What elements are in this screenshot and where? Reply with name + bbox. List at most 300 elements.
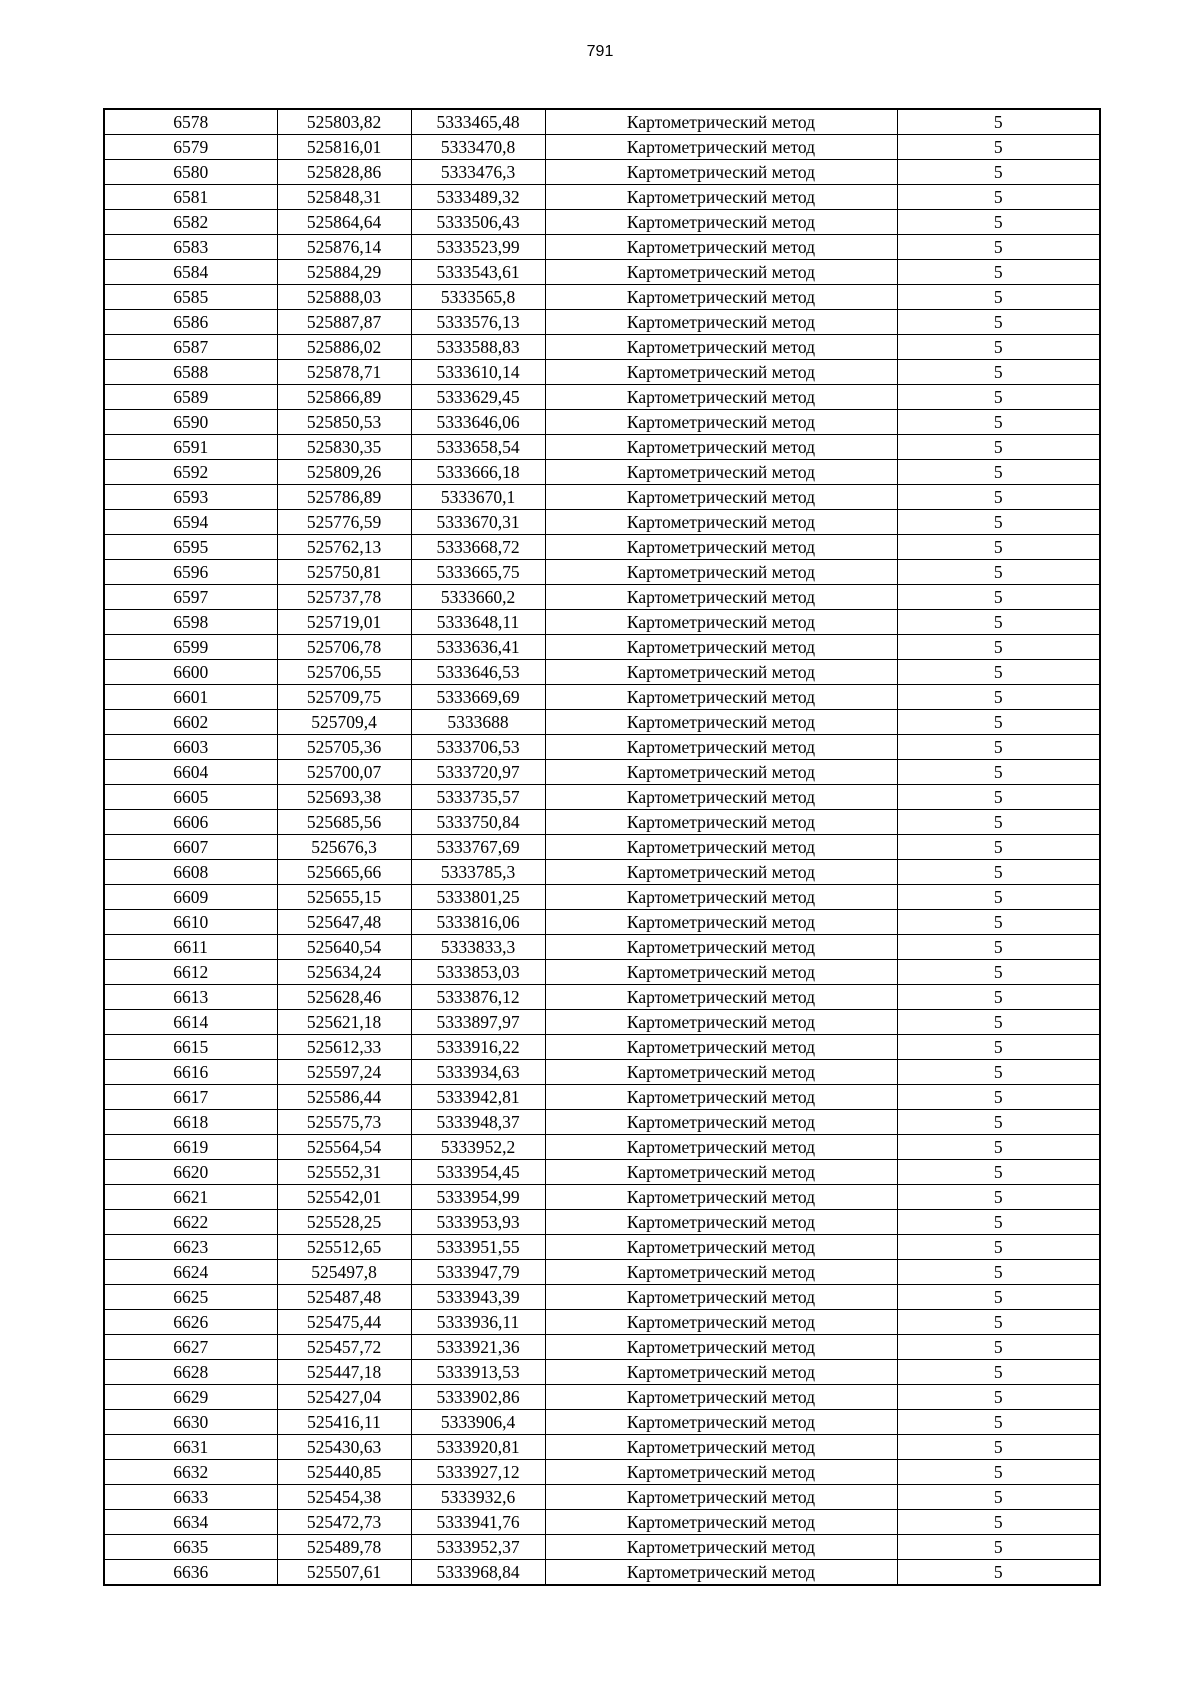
y-coordinate-cell: 5333916,22	[411, 1035, 545, 1060]
accuracy-cell: 5	[897, 510, 1100, 535]
x-coordinate-cell: 525887,87	[277, 310, 411, 335]
accuracy-cell: 5	[897, 560, 1100, 585]
x-coordinate-cell: 525706,78	[277, 635, 411, 660]
point-number-cell: 6599	[104, 635, 277, 660]
method-cell: Картометрический метод	[545, 760, 897, 785]
accuracy-cell: 5	[897, 1310, 1100, 1335]
method-cell: Картометрический метод	[545, 1410, 897, 1435]
x-coordinate-cell: 525803,82	[277, 109, 411, 135]
x-coordinate-cell: 525564,54	[277, 1135, 411, 1160]
accuracy-cell: 5	[897, 135, 1100, 160]
point-number-cell: 6582	[104, 210, 277, 235]
table-row	[104, 1385, 1100, 1410]
table-row	[104, 360, 1100, 385]
y-coordinate-cell: 5333952,2	[411, 1135, 545, 1160]
point-number-cell: 6606	[104, 810, 277, 835]
point-number-cell: 6624	[104, 1260, 277, 1285]
point-number-cell: 6615	[104, 1035, 277, 1060]
table-row	[104, 960, 1100, 985]
x-coordinate-cell: 525709,4	[277, 710, 411, 735]
method-cell: Картометрический метод	[545, 1035, 897, 1060]
y-coordinate-cell: 5333953,93	[411, 1210, 545, 1235]
method-cell: Картометрический метод	[545, 835, 897, 860]
table-row	[104, 109, 1100, 135]
point-number-cell: 6594	[104, 510, 277, 535]
accuracy-cell: 5	[897, 685, 1100, 710]
method-cell: Картометрический метод	[545, 885, 897, 910]
accuracy-cell: 5	[897, 1510, 1100, 1535]
method-cell: Картометрический метод	[545, 1460, 897, 1485]
x-coordinate-cell: 525507,61	[277, 1560, 411, 1586]
table-row	[104, 1185, 1100, 1210]
y-coordinate-cell: 5333688	[411, 710, 545, 735]
method-cell: Картометрический метод	[545, 135, 897, 160]
point-number-cell: 6588	[104, 360, 277, 385]
table-row	[104, 460, 1100, 485]
accuracy-cell: 5	[897, 1010, 1100, 1035]
accuracy-cell: 5	[897, 610, 1100, 635]
y-coordinate-cell: 5333735,57	[411, 785, 545, 810]
x-coordinate-cell: 525737,78	[277, 585, 411, 610]
x-coordinate-cell: 525693,38	[277, 785, 411, 810]
accuracy-cell: 5	[897, 335, 1100, 360]
table-row	[104, 760, 1100, 785]
x-coordinate-cell: 525475,44	[277, 1310, 411, 1335]
method-cell: Картометрический метод	[545, 210, 897, 235]
method-cell: Картометрический метод	[545, 235, 897, 260]
accuracy-cell: 5	[897, 935, 1100, 960]
accuracy-cell: 5	[897, 1185, 1100, 1210]
point-number-cell: 6585	[104, 285, 277, 310]
x-coordinate-cell: 525612,33	[277, 1035, 411, 1060]
table-row	[104, 235, 1100, 260]
accuracy-cell: 5	[897, 1535, 1100, 1560]
table-row	[104, 1210, 1100, 1235]
x-coordinate-cell: 525454,38	[277, 1485, 411, 1510]
method-cell: Картометрический метод	[545, 785, 897, 810]
table-row	[104, 1235, 1100, 1260]
method-cell: Картометрический метод	[545, 1360, 897, 1385]
accuracy-cell: 5	[897, 460, 1100, 485]
y-coordinate-cell: 5333897,97	[411, 1010, 545, 1035]
y-coordinate-cell: 5333665,75	[411, 560, 545, 585]
method-cell: Картометрический метод	[545, 1010, 897, 1035]
x-coordinate-cell: 525809,26	[277, 460, 411, 485]
table-row	[104, 1260, 1100, 1285]
method-cell: Картометрический метод	[545, 1435, 897, 1460]
point-number-cell: 6634	[104, 1510, 277, 1535]
x-coordinate-cell: 525586,44	[277, 1085, 411, 1110]
method-cell: Картометрический метод	[545, 910, 897, 935]
point-number-cell: 6592	[104, 460, 277, 485]
x-coordinate-cell: 525430,63	[277, 1435, 411, 1460]
table-row	[104, 1335, 1100, 1360]
method-cell: Картометрический метод	[545, 710, 897, 735]
y-coordinate-cell: 5333646,53	[411, 660, 545, 685]
y-coordinate-cell: 5333669,69	[411, 685, 545, 710]
point-number-cell: 6625	[104, 1285, 277, 1310]
accuracy-cell: 5	[897, 910, 1100, 935]
x-coordinate-cell: 525719,01	[277, 610, 411, 635]
accuracy-cell: 5	[897, 185, 1100, 210]
y-coordinate-cell: 5333952,37	[411, 1535, 545, 1560]
x-coordinate-cell: 525640,54	[277, 935, 411, 960]
point-number-cell: 6595	[104, 535, 277, 560]
table-row	[104, 185, 1100, 210]
table-row	[104, 285, 1100, 310]
point-number-cell: 6622	[104, 1210, 277, 1235]
point-number-cell: 6586	[104, 310, 277, 335]
method-cell: Картометрический метод	[545, 1135, 897, 1160]
table-row	[104, 310, 1100, 335]
y-coordinate-cell: 5333941,76	[411, 1510, 545, 1535]
table-row	[104, 560, 1100, 585]
method-cell: Картометрический метод	[545, 535, 897, 560]
page-number: 791	[586, 43, 614, 60]
accuracy-cell: 5	[897, 360, 1100, 385]
method-cell: Картометрический метод	[545, 960, 897, 985]
accuracy-cell: 5	[897, 785, 1100, 810]
point-number-cell: 6587	[104, 335, 277, 360]
accuracy-cell: 5	[897, 210, 1100, 235]
table-row	[104, 1035, 1100, 1060]
y-coordinate-cell: 5333720,97	[411, 760, 545, 785]
method-cell: Картометрический метод	[545, 1510, 897, 1535]
table-row	[104, 710, 1100, 735]
table-row	[104, 1160, 1100, 1185]
x-coordinate-cell: 525472,73	[277, 1510, 411, 1535]
point-number-cell: 6600	[104, 660, 277, 685]
x-coordinate-cell: 525440,85	[277, 1460, 411, 1485]
point-number-cell: 6609	[104, 885, 277, 910]
method-cell: Картометрический метод	[545, 1160, 897, 1185]
table-row	[104, 1310, 1100, 1335]
method-cell: Картометрический метод	[545, 985, 897, 1010]
point-number-cell: 6610	[104, 910, 277, 935]
table-row	[104, 885, 1100, 910]
method-cell: Картометрический метод	[545, 460, 897, 485]
point-number-cell: 6614	[104, 1010, 277, 1035]
table-row	[104, 260, 1100, 285]
accuracy-cell: 5	[897, 109, 1100, 135]
accuracy-cell: 5	[897, 1560, 1100, 1586]
y-coordinate-cell: 5333706,53	[411, 735, 545, 760]
accuracy-cell: 5	[897, 710, 1100, 735]
table-row	[104, 910, 1100, 935]
point-number-cell: 6579	[104, 135, 277, 160]
y-coordinate-cell: 5333629,45	[411, 385, 545, 410]
table-row	[104, 410, 1100, 435]
x-coordinate-cell: 525828,86	[277, 160, 411, 185]
y-coordinate-cell: 5333465,48	[411, 109, 545, 135]
point-number-cell: 6602	[104, 710, 277, 735]
method-cell: Картометрический метод	[545, 1335, 897, 1360]
method-cell: Картометрический метод	[545, 1260, 897, 1285]
y-coordinate-cell: 5333658,54	[411, 435, 545, 460]
method-cell: Картометрический метод	[545, 1235, 897, 1260]
x-coordinate-cell: 525542,01	[277, 1185, 411, 1210]
coordinates-table-body	[104, 109, 1100, 1585]
x-coordinate-cell: 525489,78	[277, 1535, 411, 1560]
method-cell: Картометрический метод	[545, 410, 897, 435]
x-coordinate-cell: 525816,01	[277, 135, 411, 160]
y-coordinate-cell: 5333668,72	[411, 535, 545, 560]
x-coordinate-cell: 525864,64	[277, 210, 411, 235]
y-coordinate-cell: 5333920,81	[411, 1435, 545, 1460]
y-coordinate-cell: 5333954,99	[411, 1185, 545, 1210]
table-row	[104, 1085, 1100, 1110]
x-coordinate-cell: 525709,75	[277, 685, 411, 710]
x-coordinate-cell: 525634,24	[277, 960, 411, 985]
accuracy-cell: 5	[897, 485, 1100, 510]
method-cell: Картометрический метод	[545, 1560, 897, 1586]
x-coordinate-cell: 525528,25	[277, 1210, 411, 1235]
accuracy-cell: 5	[897, 985, 1100, 1010]
point-number-cell: 6593	[104, 485, 277, 510]
table-row	[104, 1285, 1100, 1310]
x-coordinate-cell: 525878,71	[277, 360, 411, 385]
x-coordinate-cell: 525706,55	[277, 660, 411, 685]
table-row	[104, 1360, 1100, 1385]
y-coordinate-cell: 5333934,63	[411, 1060, 545, 1085]
x-coordinate-cell: 525427,04	[277, 1385, 411, 1410]
y-coordinate-cell: 5333876,12	[411, 985, 545, 1010]
x-coordinate-cell: 525786,89	[277, 485, 411, 510]
x-coordinate-cell: 525750,81	[277, 560, 411, 585]
x-coordinate-cell: 525886,02	[277, 335, 411, 360]
y-coordinate-cell: 5333902,86	[411, 1385, 545, 1410]
x-coordinate-cell: 525552,31	[277, 1160, 411, 1185]
x-coordinate-cell: 525705,36	[277, 735, 411, 760]
point-number-cell: 6581	[104, 185, 277, 210]
accuracy-cell: 5	[897, 585, 1100, 610]
accuracy-cell: 5	[897, 235, 1100, 260]
method-cell: Картометрический метод	[545, 1060, 897, 1085]
point-number-cell: 6578	[104, 109, 277, 135]
accuracy-cell: 5	[897, 260, 1100, 285]
table-row	[104, 1535, 1100, 1560]
y-coordinate-cell: 5333636,41	[411, 635, 545, 660]
method-cell: Картометрический метод	[545, 1385, 897, 1410]
x-coordinate-cell: 525884,29	[277, 260, 411, 285]
table-row	[104, 1485, 1100, 1510]
table-row	[104, 485, 1100, 510]
table-row	[104, 985, 1100, 1010]
x-coordinate-cell: 525457,72	[277, 1335, 411, 1360]
point-number-cell: 6590	[104, 410, 277, 435]
y-coordinate-cell: 5333936,11	[411, 1310, 545, 1335]
accuracy-cell: 5	[897, 835, 1100, 860]
accuracy-cell: 5	[897, 385, 1100, 410]
accuracy-cell: 5	[897, 1410, 1100, 1435]
y-coordinate-cell: 5333543,61	[411, 260, 545, 285]
y-coordinate-cell: 5333506,43	[411, 210, 545, 235]
point-number-cell: 6589	[104, 385, 277, 410]
point-number-cell: 6596	[104, 560, 277, 585]
y-coordinate-cell: 5333801,25	[411, 885, 545, 910]
method-cell: Картометрический метод	[545, 1185, 897, 1210]
point-number-cell: 6620	[104, 1160, 277, 1185]
y-coordinate-cell: 5333660,2	[411, 585, 545, 610]
x-coordinate-cell: 525575,73	[277, 1110, 411, 1135]
y-coordinate-cell: 5333927,12	[411, 1460, 545, 1485]
x-coordinate-cell: 525487,48	[277, 1285, 411, 1310]
y-coordinate-cell: 5333833,3	[411, 935, 545, 960]
point-number-cell: 6607	[104, 835, 277, 860]
x-coordinate-cell: 525762,13	[277, 535, 411, 560]
y-coordinate-cell: 5333767,69	[411, 835, 545, 860]
x-coordinate-cell: 525628,46	[277, 985, 411, 1010]
accuracy-cell: 5	[897, 435, 1100, 460]
y-coordinate-cell: 5333670,31	[411, 510, 545, 535]
accuracy-cell: 5	[897, 1435, 1100, 1460]
accuracy-cell: 5	[897, 1385, 1100, 1410]
point-number-cell: 6621	[104, 1185, 277, 1210]
table-row	[104, 610, 1100, 635]
accuracy-cell: 5	[897, 660, 1100, 685]
y-coordinate-cell: 5333951,55	[411, 1235, 545, 1260]
accuracy-cell: 5	[897, 1360, 1100, 1385]
y-coordinate-cell: 5333913,53	[411, 1360, 545, 1385]
point-number-cell: 6580	[104, 160, 277, 185]
table-row	[104, 660, 1100, 685]
table-row	[104, 1410, 1100, 1435]
method-cell: Картометрический метод	[545, 1285, 897, 1310]
method-cell: Картометрический метод	[545, 860, 897, 885]
method-cell: Картометрический метод	[545, 485, 897, 510]
accuracy-cell: 5	[897, 1260, 1100, 1285]
table-row	[104, 1510, 1100, 1535]
method-cell: Картометрический метод	[545, 260, 897, 285]
point-number-cell: 6605	[104, 785, 277, 810]
y-coordinate-cell: 5333489,32	[411, 185, 545, 210]
method-cell: Картометрический метод	[545, 1110, 897, 1135]
accuracy-cell: 5	[897, 735, 1100, 760]
accuracy-cell: 5	[897, 1085, 1100, 1110]
y-coordinate-cell: 5333968,84	[411, 1560, 545, 1586]
y-coordinate-cell: 5333921,36	[411, 1335, 545, 1360]
method-cell: Картометрический метод	[545, 1085, 897, 1110]
accuracy-cell: 5	[897, 160, 1100, 185]
accuracy-cell: 5	[897, 1485, 1100, 1510]
point-number-cell: 6597	[104, 585, 277, 610]
table-row	[104, 1560, 1100, 1586]
y-coordinate-cell: 5333853,03	[411, 960, 545, 985]
accuracy-cell: 5	[897, 285, 1100, 310]
accuracy-cell: 5	[897, 1160, 1100, 1185]
table-row	[104, 1010, 1100, 1035]
y-coordinate-cell: 5333943,39	[411, 1285, 545, 1310]
method-cell: Картометрический метод	[545, 1535, 897, 1560]
point-number-cell: 6619	[104, 1135, 277, 1160]
method-cell: Картометрический метод	[545, 735, 897, 760]
method-cell: Картометрический метод	[545, 185, 897, 210]
point-number-cell: 6613	[104, 985, 277, 1010]
accuracy-cell: 5	[897, 310, 1100, 335]
x-coordinate-cell: 525830,35	[277, 435, 411, 460]
method-cell: Картометрический метод	[545, 560, 897, 585]
point-number-cell: 6618	[104, 1110, 277, 1135]
point-number-cell: 6636	[104, 1560, 277, 1586]
y-coordinate-cell: 5333565,8	[411, 285, 545, 310]
point-number-cell: 6616	[104, 1060, 277, 1085]
point-number-cell: 6629	[104, 1385, 277, 1410]
method-cell: Картометрический метод	[545, 1485, 897, 1510]
y-coordinate-cell: 5333576,13	[411, 310, 545, 335]
method-cell: Картометрический метод	[545, 435, 897, 460]
table-row	[104, 385, 1100, 410]
method-cell: Картометрический метод	[545, 310, 897, 335]
x-coordinate-cell: 525655,15	[277, 885, 411, 910]
accuracy-cell: 5	[897, 810, 1100, 835]
table-row	[104, 1110, 1100, 1135]
y-coordinate-cell: 5333476,3	[411, 160, 545, 185]
y-coordinate-cell: 5333670,1	[411, 485, 545, 510]
x-coordinate-cell: 525876,14	[277, 235, 411, 260]
table-row	[104, 210, 1100, 235]
table-row	[104, 785, 1100, 810]
table-row	[104, 860, 1100, 885]
point-number-cell: 6633	[104, 1485, 277, 1510]
accuracy-cell: 5	[897, 1035, 1100, 1060]
method-cell: Картометрический метод	[545, 635, 897, 660]
y-coordinate-cell: 5333646,06	[411, 410, 545, 435]
point-number-cell: 6623	[104, 1235, 277, 1260]
y-coordinate-cell: 5333932,6	[411, 1485, 545, 1510]
y-coordinate-cell: 5333954,45	[411, 1160, 545, 1185]
accuracy-cell: 5	[897, 1235, 1100, 1260]
method-cell: Картометрический метод	[545, 685, 897, 710]
method-cell: Картометрический метод	[545, 935, 897, 960]
point-number-cell: 6627	[104, 1335, 277, 1360]
y-coordinate-cell: 5333666,18	[411, 460, 545, 485]
y-coordinate-cell: 5333750,84	[411, 810, 545, 835]
accuracy-cell: 5	[897, 1110, 1100, 1135]
method-cell: Картометрический метод	[545, 160, 897, 185]
y-coordinate-cell: 5333906,4	[411, 1410, 545, 1435]
accuracy-cell: 5	[897, 1285, 1100, 1310]
method-cell: Картометрический метод	[545, 109, 897, 135]
x-coordinate-cell: 525776,59	[277, 510, 411, 535]
point-number-cell: 6608	[104, 860, 277, 885]
x-coordinate-cell: 525447,18	[277, 1360, 411, 1385]
point-number-cell: 6598	[104, 610, 277, 635]
point-number-cell: 6601	[104, 685, 277, 710]
method-cell: Картометрический метод	[545, 510, 897, 535]
method-cell: Картометрический метод	[545, 810, 897, 835]
method-cell: Картометрический метод	[545, 610, 897, 635]
y-coordinate-cell: 5333947,79	[411, 1260, 545, 1285]
table-row	[104, 735, 1100, 760]
method-cell: Картометрический метод	[545, 1210, 897, 1235]
point-number-cell: 6604	[104, 760, 277, 785]
x-coordinate-cell: 525597,24	[277, 1060, 411, 1085]
x-coordinate-cell: 525848,31	[277, 185, 411, 210]
point-number-cell: 6631	[104, 1435, 277, 1460]
table-row	[104, 1135, 1100, 1160]
point-number-cell: 6630	[104, 1410, 277, 1435]
accuracy-cell: 5	[897, 860, 1100, 885]
coordinates-table	[103, 108, 1101, 1586]
y-coordinate-cell: 5333942,81	[411, 1085, 545, 1110]
y-coordinate-cell: 5333523,99	[411, 235, 545, 260]
x-coordinate-cell: 525700,07	[277, 760, 411, 785]
accuracy-cell: 5	[897, 885, 1100, 910]
table-row	[104, 160, 1100, 185]
table-row	[104, 135, 1100, 160]
accuracy-cell: 5	[897, 960, 1100, 985]
table-row	[104, 1060, 1100, 1085]
